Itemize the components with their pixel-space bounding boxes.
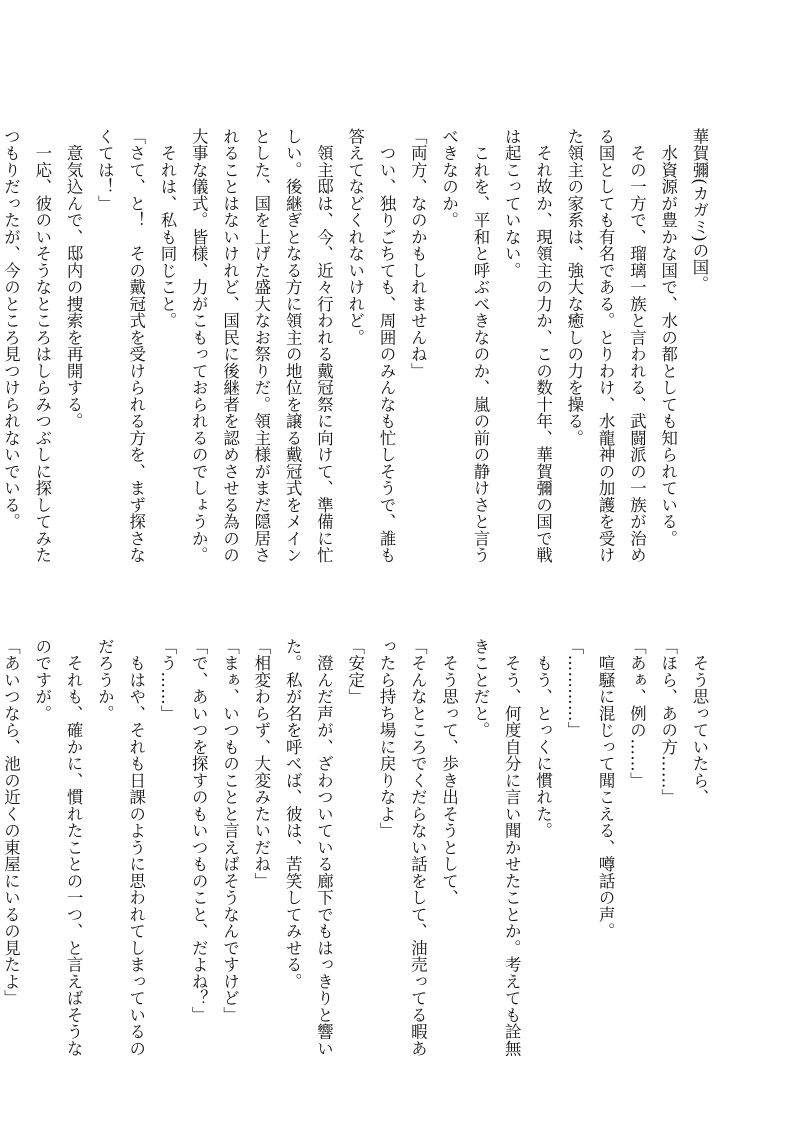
text-line: 澄んだ声が、ざわついている廊下でもはっきりと響い [314, 638, 334, 1057]
text-line: 「あいつなら、池の近くの東屋にいるの見たよ」 [1, 638, 21, 1007]
text-line: もはや、それも日課のように思われてしまっているの [126, 638, 146, 1057]
text-line: 華賀彌(カガミ)の国。 [690, 128, 709, 293]
text-line: 「で、あいつを探すのもいつものこと、だよね？」 [189, 638, 209, 1024]
text-line: は起こっていない。 [502, 128, 522, 279]
text-line: た。私が名を呼べば、彼は、苦笑してみせる。 [283, 638, 303, 990]
text-line: つもりだったが、今のところ見つけられないでいる。 [1, 128, 21, 530]
text-line: 「安定」 [345, 638, 365, 705]
text-line: だろうか。 [95, 638, 115, 722]
text-line: べきなのか。 [439, 128, 459, 229]
text-line: しい。後継ぎとなる方に領主の地位を譲る戴冠式をメイン [283, 128, 303, 564]
text-line: 「ほら、あの方……」 [658, 638, 678, 806]
text-line: これを、平和と呼ぶべきなのか、嵐の前の静けさと言う [470, 128, 490, 564]
text-line: のですが。 [32, 638, 52, 722]
text-line: そう、何度自分に言い聞かせたことか。考えても詮無 [502, 638, 522, 1057]
text-line: 意気込んで、邸内の捜索を再開する。 [64, 128, 84, 430]
text-line: そう思って、歩き出そうとして、 [439, 638, 459, 906]
text-line: つい、独りごちても、周囲のみんなも忙しそうで、誰も [377, 128, 397, 564]
text-line: 「相変わらず、大変みたいだね」 [251, 638, 271, 890]
text-line: た領主の家系は、強大な癒しの力を操る。 [564, 128, 584, 447]
text-line: 「う……」 [157, 638, 177, 722]
text-line: 領主邸は、今、近々行われる戴冠祭に向けて、準備に忙 [314, 128, 334, 564]
text-line: それ故か、現領主の力か、この数十年、華賀彌の国で戦 [533, 128, 553, 564]
text-line: もう、とっくに慣れた。 [533, 638, 553, 839]
text-line: きことだと。 [470, 638, 490, 739]
text-line: それも、確かに、慣れたことの一つ、と言えばそうな [64, 638, 84, 1057]
text-line: 「あぁ、例の……」 [627, 638, 647, 789]
text-line: それは、私も同じこと。 [157, 128, 177, 329]
text-line: れることはないけれど、国民に後継者を認めさせる為のの [220, 128, 240, 564]
upper-text-block [1, 128, 715, 596]
text-line: 「両方、なのかもしれませんね」 [408, 128, 428, 380]
text-line: とした、国を上げた盛大なお祭りだ。領主様がまだ隠居さ [251, 128, 271, 564]
text-line: ったら持ち場に戻りなよ」 [377, 638, 397, 839]
lower-text-block [1, 638, 715, 1058]
text-line: 一応、彼のいそうなところはしらみつぶしに探してみた [32, 128, 52, 564]
text-line: 「まぁ、いつものことと言えばそうなんですけど」 [220, 638, 240, 1024]
text-line: 答えてなどくれないけれど。 [345, 128, 365, 346]
text-line: その一方で、瑠璃一族と言われる、武闘派の一族が治め [627, 128, 647, 564]
text-line: 「さて、と！ その戴冠式を受けられる方を、まず探さな [126, 128, 146, 564]
text-line: 大事な儀式。皆様、力がこもっておられるのでしょうか。 [189, 128, 209, 564]
text-line: 水資源が豊かな国で、水の都としても知られている。 [658, 128, 678, 547]
text-line: 「…………」 [564, 638, 584, 739]
text-line: る国としても有名である。とりわけ、水龍神の加護を受け [596, 128, 616, 564]
text-line: 「そんなところでくだらない話をして、油売ってる暇あ [408, 638, 428, 1057]
text-line: そう思っていたら、 [690, 638, 709, 806]
text-line: 喧騒に混じって聞こえる、噂話の声。 [596, 638, 616, 940]
text-line: くては！」 [95, 128, 115, 212]
